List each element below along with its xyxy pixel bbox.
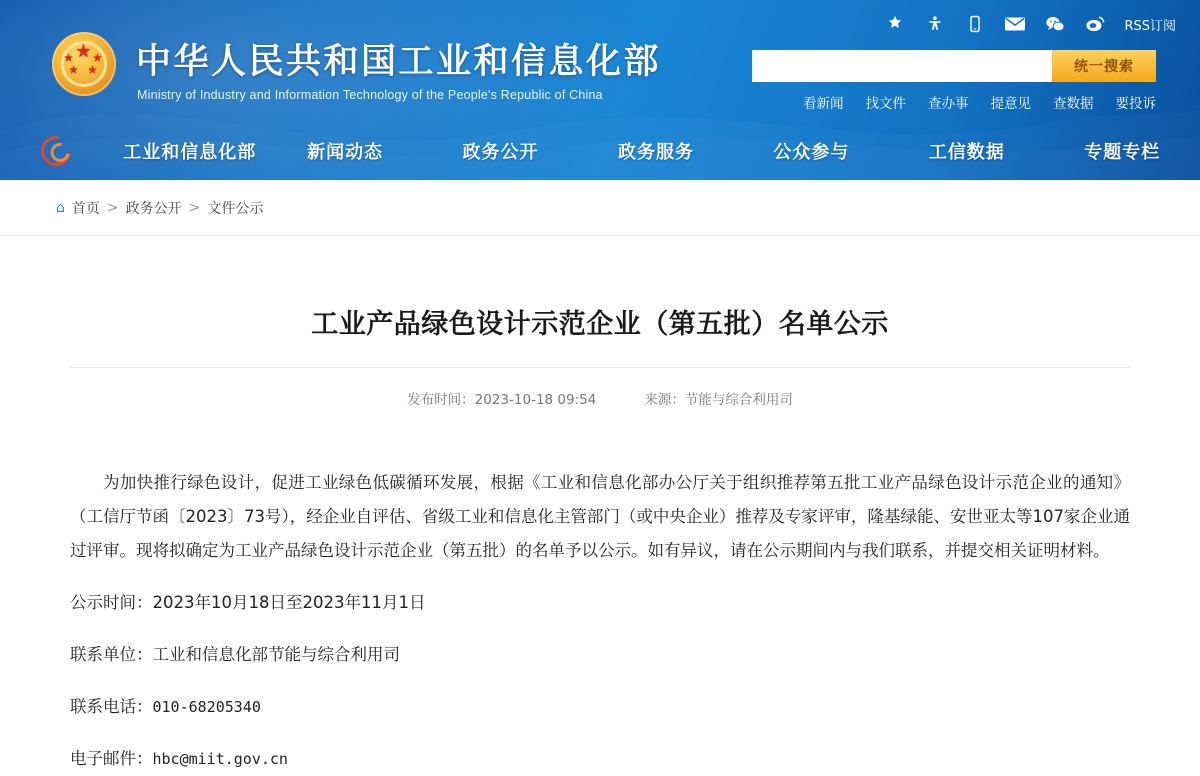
publish-time-value: 2023-10-18 09:54 [474, 392, 597, 409]
breadcrumb-bar [0, 180, 1200, 236]
breadcrumb-item-government-affairs[interactable]: 政务公开 [125, 200, 182, 217]
search-button[interactable]: 统一搜索 [1052, 50, 1156, 82]
contact-email-label: 电子邮件： [70, 749, 153, 769]
miit-c-logo-icon [0, 136, 112, 166]
contact-email-line [70, 742, 1130, 776]
wechat-mini-icon[interactable] [882, 12, 908, 36]
home-icon: ⌂ [56, 199, 65, 216]
publish-time-label: 发布时间： [407, 392, 475, 409]
quick-link-feedback[interactable]: 提意见 [990, 96, 1031, 112]
top-icon-bar [882, 12, 1176, 36]
nav-item-ministry[interactable]: 工业和信息化部 [123, 142, 257, 163]
contact-unit-line [70, 638, 1130, 672]
site-header [0, 0, 1200, 180]
article-source [644, 388, 793, 408]
quick-link-data[interactable]: 查数据 [1053, 96, 1094, 112]
wechat-icon[interactable] [1042, 12, 1068, 36]
accessibility-icon[interactable] [922, 12, 948, 36]
weibo-icon[interactable] [1082, 12, 1108, 36]
breadcrumb-item-document-notice[interactable]: 文件公示 [207, 200, 264, 217]
quick-link-documents[interactable]: 找文件 [865, 96, 906, 112]
national-emblem-icon: ★ ★ ★ ★ ★ [52, 32, 116, 96]
search-input[interactable] [752, 50, 1052, 82]
main-navigation [0, 122, 1200, 180]
nav-item-news[interactable]: 新闻动态 [307, 142, 384, 163]
breadcrumb [56, 198, 263, 218]
breadcrumb-separator: > [106, 199, 119, 216]
quick-link-services[interactable]: 查办事 [928, 96, 969, 112]
page-title: 工业产品绿色设计示范企业（第五批）名单公示 [311, 309, 889, 341]
article-body [70, 466, 1130, 776]
contact-unit-label: 联系单位： [70, 645, 153, 665]
rss-subscribe-link[interactable]: RSS订阅 [1124, 18, 1176, 34]
quick-link-news[interactable]: 看新闻 [803, 96, 844, 112]
breadcrumb-item-home[interactable]: 首页 [71, 200, 100, 217]
source-value: 节能与综合利用司 [684, 392, 793, 409]
notice-period-value: 2023年10月18日至2023年11月1日 [152, 593, 426, 613]
publish-time [407, 388, 596, 408]
source-label: 来源： [644, 392, 685, 409]
nav-item-public-participation[interactable]: 公众参与 [773, 142, 850, 163]
site-title-en: Ministry of Industry and Information Technology of the People's Republic of China [137, 88, 603, 102]
site-title-cn: 中华人民共和国工业和信息化部 [136, 42, 662, 82]
article-meta [70, 368, 1130, 408]
contact-phone-line [70, 690, 1130, 724]
mail-icon[interactable] [1002, 12, 1028, 36]
nav-item-government-affairs[interactable]: 政务公开 [462, 142, 539, 163]
contact-phone-label: 联系电话： [70, 697, 153, 717]
nav-item-special-columns[interactable]: 专题专栏 [1084, 142, 1161, 163]
contact-unit-value: 工业和信息化部节能与综合利用司 [152, 645, 400, 665]
notice-period-line [70, 586, 1130, 620]
quick-link-complaint[interactable]: 要投诉 [1115, 96, 1156, 112]
contact-phone-value: 010-68205340 [152, 698, 261, 717]
nav-item-government-services[interactable]: 政务服务 [617, 142, 694, 163]
mobile-icon[interactable] [962, 12, 988, 36]
breadcrumb-separator: > [188, 199, 201, 216]
nav-item-industry-data[interactable]: 工信数据 [928, 142, 1005, 163]
article-paragraph: 为加快推行绿色设计，促进工业绿色低碳循环发展，根据《工业和信息化部办公厅关于组织推荐第五批工业产品绿色设计示范企业的通知》（工信厅节函〔2023〕73号），经企业自评估、省级工业和信息化主管部门（或中央企业）推荐及专家评审，隆基绿能、安世亚太等107家企业通过评审。现将拟确定为工业产品绿色设计示范企业（第五批）的名单予以公示。如有异议，请在公示期间内与我们联系，并提交相关证明材料。 [70, 473, 1130, 561]
search-bar [752, 50, 1156, 82]
contact-email-value: hbc@miit.gov.cn [152, 750, 288, 769]
article [70, 236, 1130, 776]
quick-links [803, 92, 1156, 112]
notice-period-label: 公示时间： [70, 593, 153, 613]
